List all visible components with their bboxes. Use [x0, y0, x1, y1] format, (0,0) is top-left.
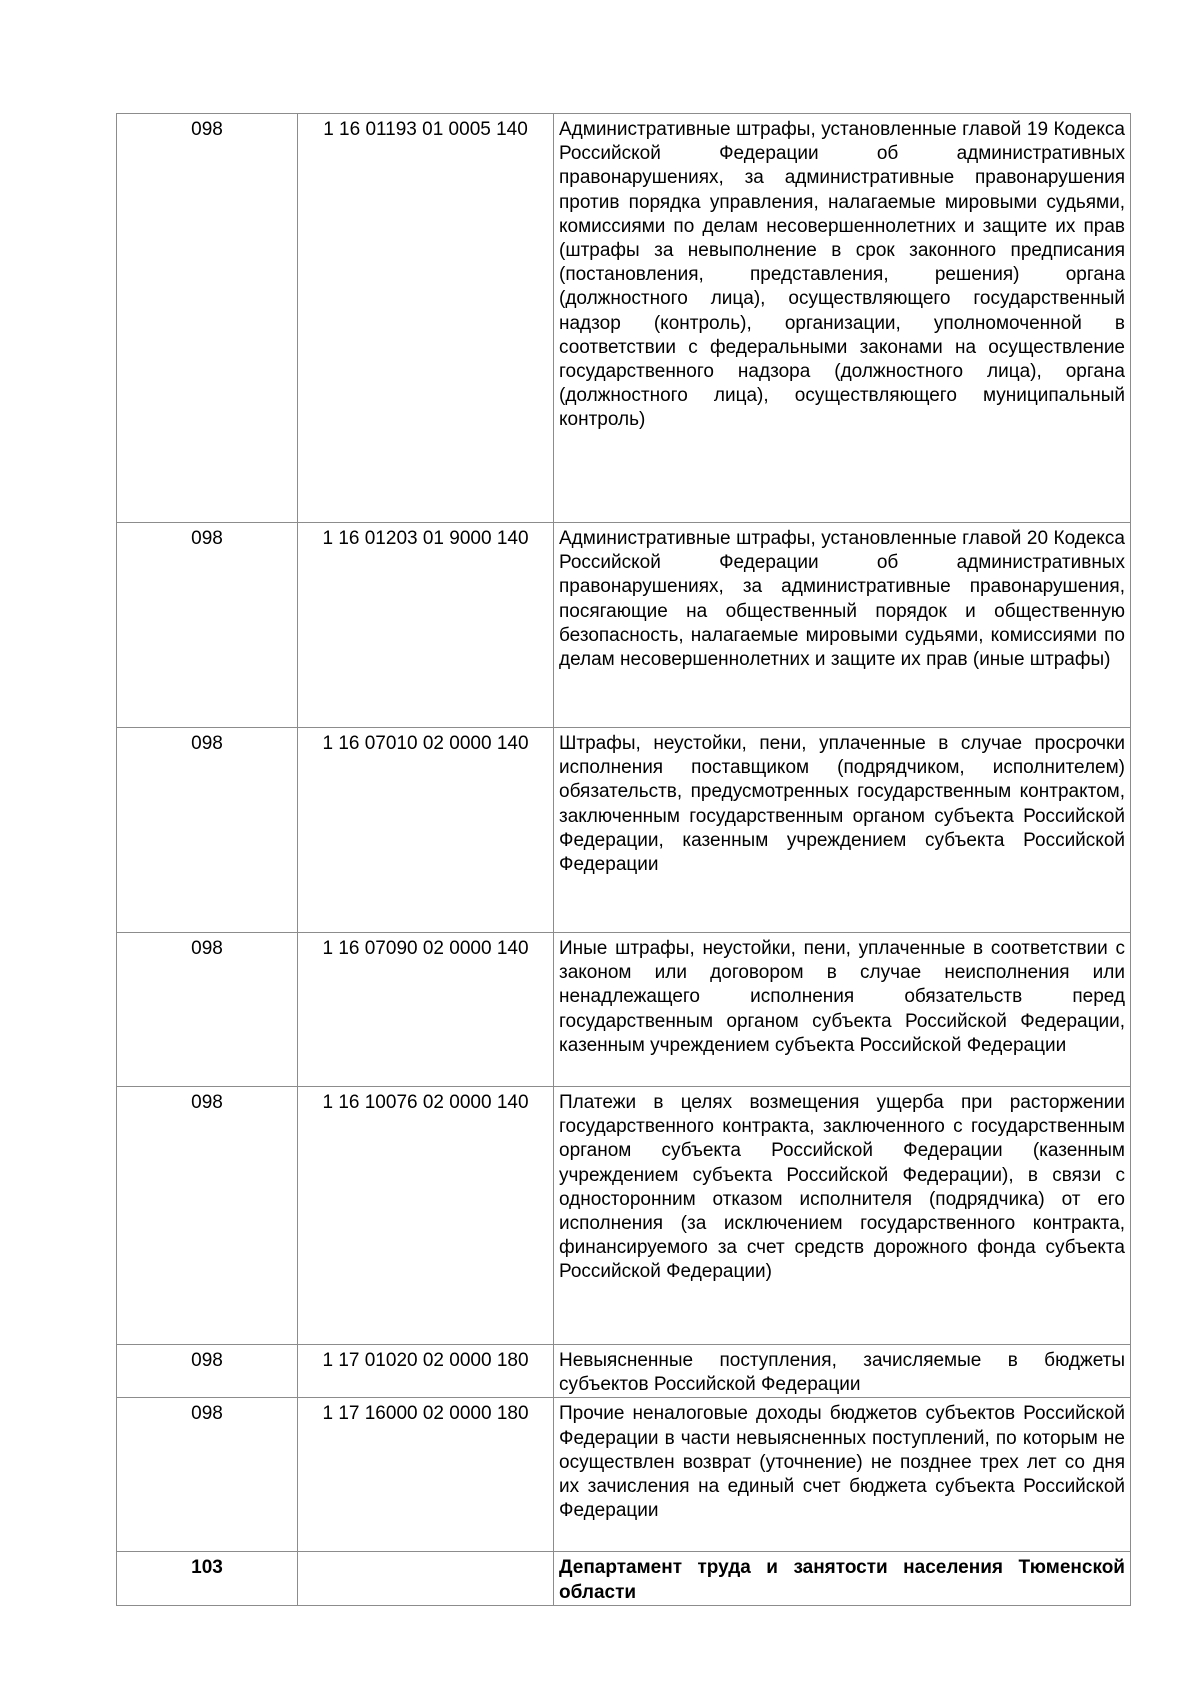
admin-code-cell: 098 — [117, 728, 298, 933]
admin-code-cell: 098 — [117, 523, 298, 728]
document-page — [116, 113, 1130, 1606]
description-cell: Административные штрафы, установленные главой 19 Кодекса Российской Федерации об административных правонарушениях, за административные правонарушения против порядка управления, налагаемые мировыми судьями, комиссиями по делам несовершеннолетних и защите их прав (штрафы за невыполнение в срок законного предписания (постановления, представления, решения) органа (должностного лица), осуществляющего государственный надзор (контроль), организации, уполномоченной в соответствии с федеральными законами на осуществление государственного надзора (должностного лица), органа (должностного лица), осуществляющего муниципальный контроль) — [554, 114, 1131, 523]
budget-revenue-table — [116, 113, 1131, 1606]
admin-code-cell: 098 — [117, 1087, 298, 1345]
admin-code-cell: 103 — [117, 1552, 298, 1605]
description-cell: Штрафы, неустойки, пени, уплаченные в случае просрочки исполнения поставщиком (подрядчиком, исполнителем) обязательств, предусмотренных государственным контрактом, заключенным государственным органом субъекта Российской Федерации, казенным учреждением субъекта Российской Федерации — [554, 728, 1131, 933]
admin-code-cell: 098 — [117, 1398, 298, 1552]
table-row — [117, 1398, 1131, 1552]
budget-code-cell — [298, 1552, 554, 1605]
budget-code-cell: 1 16 07010 02 0000 140 — [298, 728, 554, 933]
table-row — [117, 1552, 1131, 1605]
description-cell: Прочие неналоговые доходы бюджетов субъектов Российской Федерации в части невыясненных поступлений, по которым не осуществлен возврат (уточнение) не позднее трех лет со дня их зачисления на единый счет бюджета субъекта Российской Федерации — [554, 1398, 1131, 1552]
description-cell: Платежи в целях возмещения ущерба при расторжении государственного контракта, заключенного с государственным органом субъекта Российской Федерации (казенным учреждением субъекта Российской Федерации), в связи с односторонним отказом исполнителя (подрядчика) от его исполнения (за исключением государственного контракта, финансируемого за счет средств дорожного фонда субъекта Российской Федерации) — [554, 1087, 1131, 1345]
table-row — [117, 114, 1131, 523]
budget-code-cell: 1 16 01193 01 0005 140 — [298, 114, 554, 523]
description-cell: Иные штрафы, неустойки, пени, уплаченные в соответствии с законом или договором в случае неисполнения или ненадлежащего исполнения обязательств перед государственным органом субъекта Российской Федерации, казенным учреждением субъекта Российской Федерации — [554, 933, 1131, 1087]
table-row — [117, 1345, 1131, 1398]
admin-code-cell: 098 — [117, 1345, 298, 1398]
budget-code-cell: 1 16 07090 02 0000 140 — [298, 933, 554, 1087]
description-cell: Административные штрафы, установленные главой 20 Кодекса Российской Федерации об административных правонарушениях, за административные правонарушения, посягающие на общественный порядок и общественную безопасность, налагаемые мировыми судьями, комиссиями по делам несовершеннолетних и защите их прав (иные штрафы) — [554, 523, 1131, 728]
admin-code-cell: 098 — [117, 933, 298, 1087]
table-row — [117, 933, 1131, 1087]
budget-code-cell: 1 17 01020 02 0000 180 — [298, 1345, 554, 1398]
table-row — [117, 523, 1131, 728]
budget-code-cell: 1 16 01203 01 9000 140 — [298, 523, 554, 728]
budget-code-cell: 1 17 16000 02 0000 180 — [298, 1398, 554, 1552]
admin-code-cell: 098 — [117, 114, 298, 523]
description-cell: Департамент труда и занятости населения Тюменской области — [554, 1552, 1131, 1605]
table-row — [117, 728, 1131, 933]
description-cell: Невыясненные поступления, зачисляемые в бюджеты субъектов Российской Федерации — [554, 1345, 1131, 1398]
budget-code-cell: 1 16 10076 02 0000 140 — [298, 1087, 554, 1345]
table-row — [117, 1087, 1131, 1345]
